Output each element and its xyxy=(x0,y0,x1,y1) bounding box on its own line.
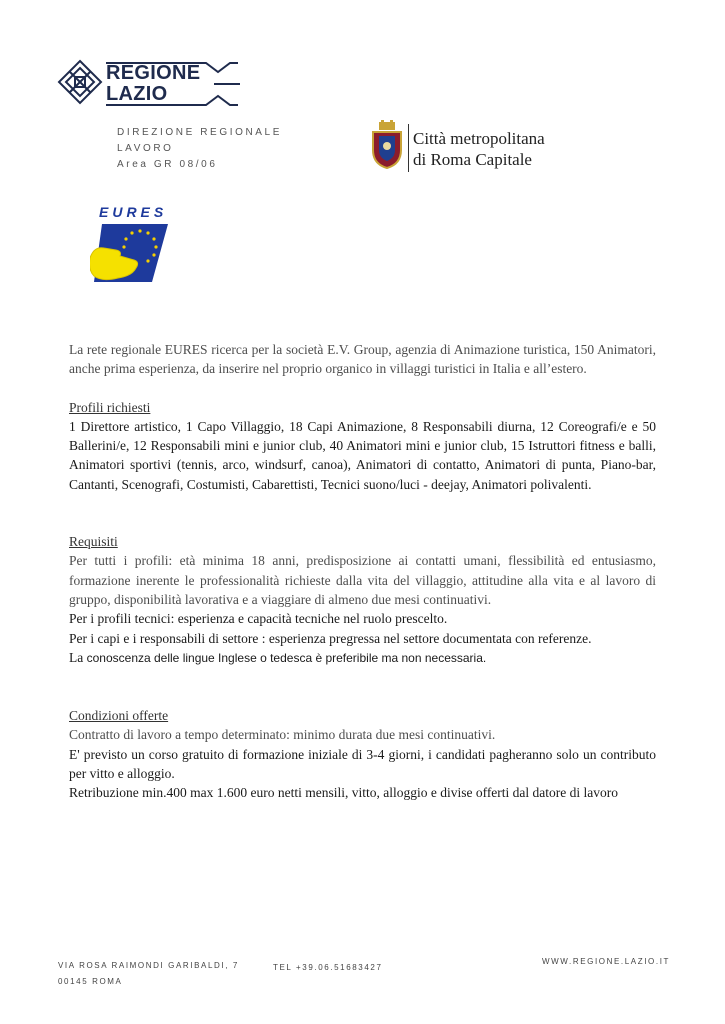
lingue-line xyxy=(69,648,656,668)
requisiti-tutti: Per tutti i profili: età minima 18 anni, predisposizione ai contatti umani, flessibilità ed entusiasmo, formazione inerente le professionalità richieste dalla vita del villaggio, attitudine alla vita e al lavoro di gruppo, disponibilità lavorativa e a viaggiare di almeno due mesi continuativi. xyxy=(69,553,656,607)
profili-paragraph: 1 Direttore artistico, 1 Capo Villaggio, 18 Capi Animazione, 8 Responsabili diurna, 12 Coreografi/e e 50 Ballerini/e, 12 Responsabili mini e junior club, 40 Animatori mini e junior club, 15 Istruttori fitness e balli, Animatori sportivi (tennis, arco, windsurf, canoa), Animatori di contatto, Animatori di punta, Piano-bar, Cantanti, Scenografi, Costumisti, Cabarettisti, Tecnici suono/luci - deejay, Animatori polivalenti. xyxy=(69,418,656,492)
regione-text: REGIONE xyxy=(106,62,201,84)
requisiti-heading: Requisiti xyxy=(69,534,118,550)
lingue-prefix: La xyxy=(69,649,87,665)
lingue-text: conoscenza delle lingue Inglese o tedesca è preferibile ma non necessaria. xyxy=(86,650,487,665)
requisiti-capi: Per i capi e i responsabili di settore : esperienza pregressa nel settore documentata con referenze. xyxy=(69,630,592,646)
divider xyxy=(408,124,409,172)
footer-web: WWW.REGIONE.LAZIO.IT xyxy=(542,957,670,966)
direzione-line: DIREZIONE REGIONALE xyxy=(117,127,282,138)
requisiti-tecnici: Per i profili tecnici: esperienza e capacità tecniche nel ruolo prescelto. xyxy=(69,611,448,627)
lavoro-line: LAVORO xyxy=(117,143,174,154)
profili-heading: Profili richiesti xyxy=(69,399,151,415)
footer-address xyxy=(58,958,239,990)
footer-tel: TEL +39.06.51683427 xyxy=(273,963,383,972)
eures-logo-icon xyxy=(90,220,170,284)
roma-crest-icon xyxy=(370,120,404,170)
condizioni-retribuzione: Retribuzione min.400 max 1.600 euro netti mensili, vitto, alloggio e divise offerti dal datore di lavoro xyxy=(69,785,619,801)
condizioni-heading: Condizioni offerte xyxy=(69,708,169,724)
citta-line1: Città metropolitana xyxy=(413,129,545,148)
direzione-block xyxy=(117,125,282,173)
citta-line2: di Roma Capitale xyxy=(413,150,532,169)
area-line: Area GR 08/06 xyxy=(117,159,218,170)
intro-paragraph: La rete regionale EURES ricerca per la società E.V. Group, agenzia di Animazione turistica, 150 Animatori, anche prima esperienza, da inserire nel proprio organico in villaggi turistici in Italia e all’estero. xyxy=(69,342,656,377)
condizioni-corso: E' previsto un corso gratuito di formazione iniziale di 3-4 giorni, i candidati pagheranno solo un contributo per vitto e alloggio. xyxy=(69,746,656,782)
address-line1: VIA ROSA RAIMONDI GARIBALDI, 7 xyxy=(58,961,239,970)
citta-metropolitana-wordmark xyxy=(413,128,545,170)
condizioni-contratto: Contratto di lavoro a tempo determinato: minimo durata due mesi continuativi. xyxy=(69,727,496,743)
address-line2: 00145 ROMA xyxy=(58,977,123,986)
document-body xyxy=(69,340,656,803)
lazio-text: LAZIO xyxy=(106,83,168,105)
regione-lazio-wordmark xyxy=(106,63,200,105)
eures-wordmark: EURES xyxy=(99,204,168,220)
